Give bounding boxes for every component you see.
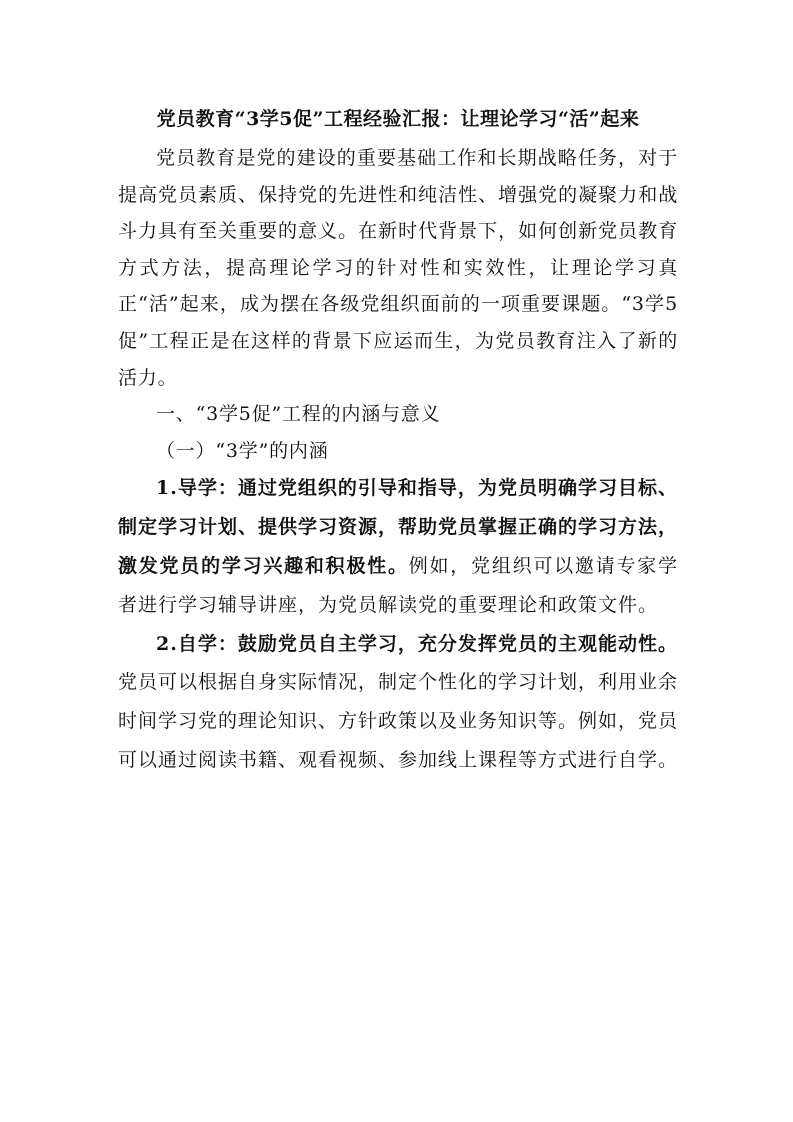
subsection-heading: （一）“3学”的内涵 xyxy=(156,439,329,462)
section-heading: 一、“3学5促”工程的内涵与意义 xyxy=(156,403,441,426)
list-item-bold-text: 1.导学：通过党组织的引导和指导，为党员明确学习目标、制定学习计划、提供学习资源，帮助党员掌握正确的学习方法，激发党员的学习兴趣和积极性。 xyxy=(118,477,679,577)
list-item-normal-text: 党员可以根据自身实际情况，制定个性化的学习计划，利用业余时间学习党的理论知识、方针政策以及业务知识等。例如，党员可以通过阅读书籍、观看视频、参加线上课程等方式进行自学。 xyxy=(118,671,679,771)
document-body xyxy=(118,98,678,780)
list-item-normal-text: 例如，党组织可以邀请专家学者进行学习辅导讲座，为党员解读党的重要理论和政策文件。 xyxy=(118,554,678,616)
list-item-guided-study xyxy=(118,469,678,624)
intro-paragraph: 党员教育是党的建设的重要基础工作和长期战略任务，对于提高党员素质、保持党的先进性和纯洁性、增强党的凝聚力和战斗力具有至关重要的意义。在新时代背景下，如何创新党员教育方式方法，提高理论学习的针对性和实效性，让理论学习真正“活”起来，成为摆在各级党组织面前的一项重要课题。“3学5促”工程正是在这样的背景下应运而生，为党员教育注入了新的活力。 xyxy=(118,147,678,389)
document-title: 党员教育“3学5促”工程经验汇报：让理论学习“活”起来 xyxy=(156,108,640,130)
list-item-self-study xyxy=(118,625,678,780)
list-item-bold-text: 2.自学：鼓励党员自主学习，充分发挥党员的主观能动性。 xyxy=(156,632,678,655)
